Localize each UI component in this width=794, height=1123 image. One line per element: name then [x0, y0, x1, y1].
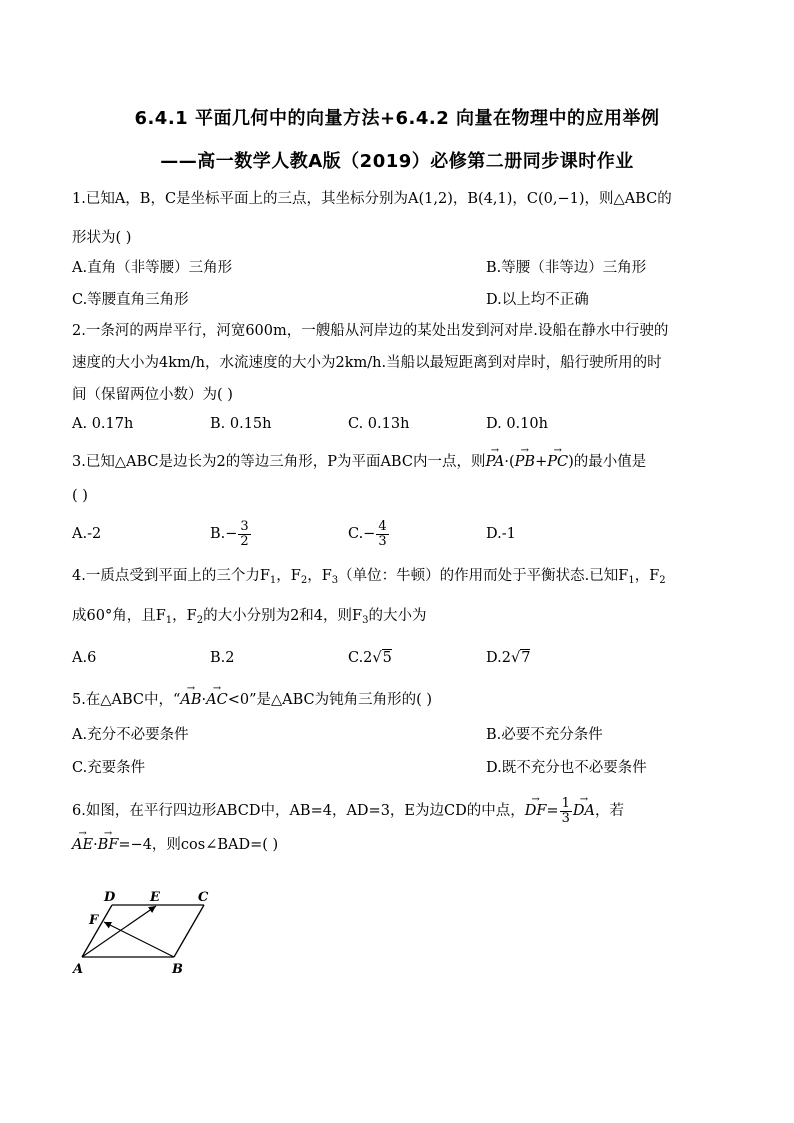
q4-option-d-radicand: 7 — [521, 650, 531, 666]
vector-pc: → PC — [547, 452, 568, 472]
q3-dot: · — [504, 454, 509, 470]
q6-stem-line2-post: =−4，则cos∠BAD=( ) — [118, 837, 279, 853]
q3-option-a: A.-2 — [72, 526, 102, 542]
q4-option-b: B.2 — [210, 650, 235, 666]
q1-option-d: D.以上均不正确 — [486, 292, 589, 308]
q4-text: ，F — [634, 568, 660, 584]
q6-stem-line1 — [72, 789, 624, 833]
q5-option-c: C.充要条件 — [72, 760, 146, 776]
vector-ab: → AB — [180, 690, 201, 710]
q1-stem-line2: 形状为( ) — [72, 230, 132, 246]
q2-option-c: C. 0.13h — [348, 416, 410, 432]
q6-stem-post: ，若 — [594, 803, 624, 819]
subscript: 3 — [331, 575, 339, 586]
vector-pa: → PA — [485, 452, 504, 472]
vector-df: → DF — [525, 789, 547, 833]
q6-dot: · — [93, 837, 98, 853]
vector-da: → DA — [573, 789, 595, 833]
q3-paren-open: ( — [508, 454, 515, 470]
q5-option-a: A.充分不必要条件 — [72, 727, 189, 743]
q5-option-d: D.既不充分也不必要条件 — [486, 760, 647, 776]
q5-stem-pre: 5.在△ABC中，“ — [72, 692, 181, 708]
radical-sign: √ — [510, 650, 521, 666]
page-subtitle: ——高一数学人教A版（2019）必修第二册同步课时作业 — [160, 151, 634, 172]
q3-option-b — [210, 514, 252, 554]
q1-option-a: A.直角（非等腰）三角形 — [72, 260, 233, 276]
q4-option-d-prefix: D.2 — [486, 650, 511, 666]
vector-bf-line — [104, 922, 174, 957]
q2-stem-line2: 速度的大小为4km/h，水流速度的大小为2km/h.当船以最短距离到对岸时，船行驶所用的时 — [72, 355, 662, 371]
subscript: 1 — [269, 575, 277, 586]
q5-dot: · — [201, 692, 207, 708]
subscript: 1 — [628, 575, 635, 586]
q6-equals: = — [546, 803, 559, 819]
q1-option-c: C.等腰直角三角形 — [72, 292, 189, 308]
q2-stem-line1: 2.一条河的两岸平行，河宽600m，一艘船从河岸边的某处出发到河对岸.设船在静水中行驶的 — [72, 323, 669, 339]
q4-stem-line2 — [72, 606, 426, 631]
q6-fraction — [560, 797, 572, 826]
q3-option-c — [348, 514, 390, 554]
q4-stem-line1 — [72, 566, 666, 591]
subscript: 2 — [659, 575, 666, 586]
q4-text: （单位：牛顿）的作用而处于平衡状态.已知F — [338, 568, 629, 584]
page-title: 6.4.1 平面几何中的向量方法+6.4.2 向量在物理中的应用举例 — [134, 108, 660, 129]
q3-option-b-fraction — [238, 520, 250, 549]
q4-text: 的大小分别为2和4，则F — [203, 608, 363, 624]
q3-option-c-denominator: 3 — [378, 533, 387, 549]
q3-option-b-denominator: 2 — [240, 533, 249, 549]
label-a: A — [73, 962, 84, 977]
subscript: 2 — [196, 615, 204, 626]
label-d: D — [104, 890, 116, 905]
q4-option-c — [348, 648, 392, 668]
q2-option-b: B. 0.15h — [210, 416, 272, 432]
q3-stem-line2: ( ) — [72, 488, 88, 504]
q4-option-a: A.6 — [72, 650, 97, 666]
q3-stem-post: 的最小值是 — [573, 454, 647, 470]
q3-option-b-numerator: 3 — [240, 518, 249, 534]
q6-fraction-denominator: 3 — [561, 810, 570, 826]
subscript: 2 — [300, 575, 308, 586]
q4-text: ，F — [276, 568, 301, 584]
q5-option-b: B.必要不充分条件 — [486, 727, 603, 743]
q3-plus: + — [535, 454, 548, 470]
side-bc — [174, 905, 204, 957]
label-b: B — [172, 962, 183, 977]
vector-bf: → BF — [98, 835, 119, 855]
q1-option-b: B.等腰（非等边）三角形 — [486, 260, 647, 276]
subscript: 3 — [362, 615, 369, 626]
q6-fraction-numerator: 1 — [561, 795, 570, 811]
q3-stem-pre: 3.已知△ABC是边长为2的等边三角形，P为平面ABC内一点，则 — [72, 454, 486, 470]
q4-text: 的大小为 — [368, 608, 427, 624]
q5-condition: <0 — [227, 692, 250, 708]
q2-option-a: A. 0.17h — [72, 416, 134, 432]
q6-stem-pre: 6.如图，在平行四边形ABCD中，AB=4，AD=3，E为边CD的中点， — [72, 803, 525, 819]
q4-text: ，F — [172, 608, 197, 624]
q4-text: ，F — [307, 568, 332, 584]
q3-option-c-prefix: C.− — [348, 526, 376, 542]
q4-option-d — [486, 648, 530, 668]
q3-option-b-prefix: B.− — [210, 526, 238, 542]
label-f: F — [89, 913, 99, 928]
q5-stem-post: ”是△ABC为钝角三角形的( ) — [249, 692, 433, 708]
vector-ac: → AC — [206, 690, 228, 710]
q6-stem-line2 — [72, 835, 278, 855]
q4-text: 4.一质点受到平面上的三个力F — [72, 568, 270, 584]
vector-ae: → AE — [72, 835, 93, 855]
vector-pb: → PB — [515, 452, 535, 472]
q2-stem-line3: 间（保留两位小数）为( ) — [72, 387, 233, 403]
subscript: 1 — [165, 615, 173, 626]
q3-option-d: D.-1 — [486, 526, 516, 542]
parallelogram-figure — [70, 885, 220, 980]
q5-stem — [72, 690, 432, 710]
label-c: C — [198, 890, 209, 905]
q3-option-c-numerator: 4 — [378, 518, 387, 534]
q4-text: 成60°角，且F — [72, 608, 166, 624]
q2-option-d: D. 0.10h — [486, 416, 548, 432]
q3-paren-close: ) — [568, 454, 574, 470]
q4-option-c-prefix: C.2 — [348, 650, 373, 666]
label-e: E — [150, 890, 160, 905]
q4-option-c-radicand: 5 — [382, 650, 392, 666]
q1-stem-line1: 1.已知A，B，C是坐标平面上的三点，其坐标分别为A(1,2)，B(4,1)，C(0,−1)，则△ABC的 — [72, 191, 672, 207]
q3-option-c-fraction — [376, 520, 388, 549]
radical-sign: √ — [372, 650, 382, 666]
q3-stem-line1 — [72, 452, 646, 472]
